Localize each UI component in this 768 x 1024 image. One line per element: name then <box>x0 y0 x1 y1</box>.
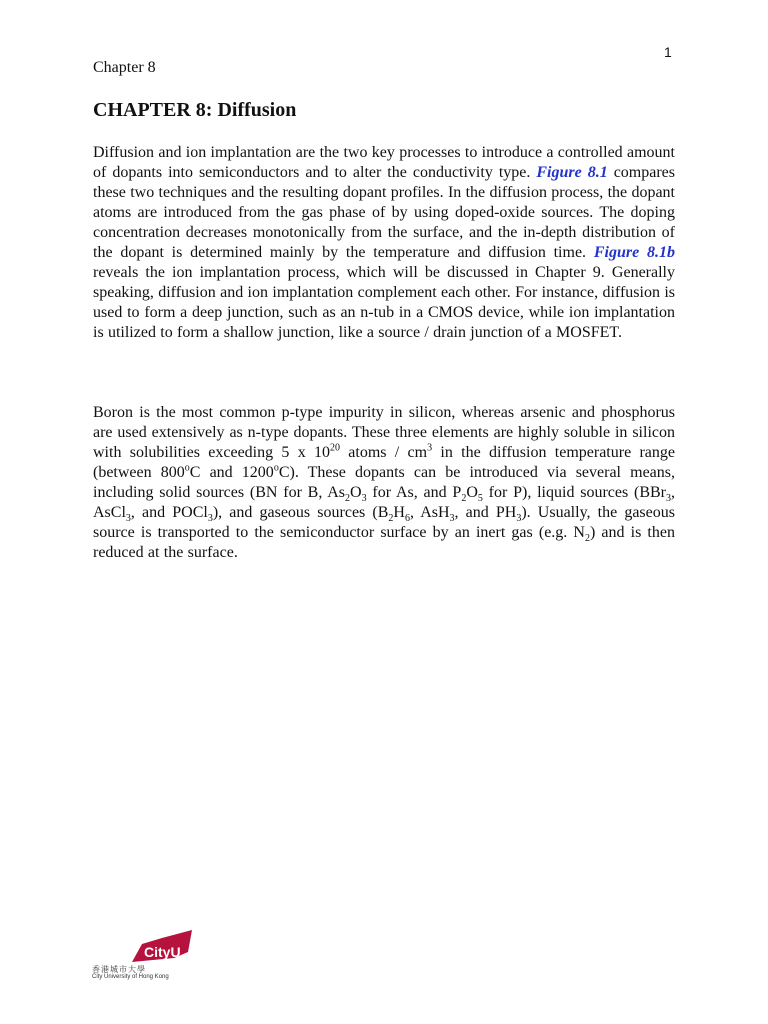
p2-subscript: 3 <box>361 493 367 505</box>
p2-subscript: 3 <box>207 513 213 525</box>
p2-superscript: 3 <box>427 442 433 454</box>
p2-subscript: 5 <box>477 493 483 505</box>
p2-text: for As, and P <box>366 484 462 501</box>
p2-subscript: 2 <box>584 533 590 545</box>
p2-text: , and PH <box>454 504 517 521</box>
paragraph-1-text-a: Diffusion and ion implantation are the two key processes to introduce a controlled amount of dopants into semiconductors and to alter the conductivity type. <box>93 144 675 181</box>
cityu-logo <box>92 928 202 982</box>
p2-text: C). These dopants can be introduced via several means, including solid sources (BN for B, As <box>93 464 676 501</box>
p2-text: Boron is the most common p-type impurity in silicon, whereas arsenic and phosphorus are used extensively as n-type dopants. These three elements are highly soluble in silicon with solubilities exceeding 5 x 10 <box>93 404 675 461</box>
p2-subscript: 2 <box>388 513 394 525</box>
p2-text: ), and gaseous sources (B <box>212 504 389 521</box>
p2-text: O <box>466 484 478 501</box>
chapter-title: CHAPTER 8: Diffusion <box>93 99 297 121</box>
p2-text: , and POCl <box>130 504 208 521</box>
p2-text: ). Usually, the gaseous source is transported to the semiconductor surface by an inert gas (e.g. N <box>93 504 675 541</box>
p2-subscript: 6 <box>404 513 410 525</box>
p2-superscript: o <box>184 462 190 474</box>
figure-8-1b-link[interactable]: Figure 8.1b <box>593 244 675 261</box>
p2-text: atoms / cm <box>340 444 428 461</box>
p2-subscript: 2 <box>345 493 351 505</box>
p2-text: H <box>393 504 405 521</box>
p2-text: C and 1200 <box>189 464 274 481</box>
page-number: 1 <box>664 44 672 60</box>
p2-text: in the diffusion temperature range (between 800 <box>93 444 675 481</box>
cityu-logo-mark <box>92 928 202 964</box>
figure-8-1-link[interactable]: Figure 8.1 <box>536 164 608 181</box>
p2-text: , AsCl <box>93 484 676 521</box>
p2-superscript: o <box>273 462 279 474</box>
running-header: Chapter 8 <box>93 59 156 76</box>
paragraph-1-text-b: compares these two techniques and the resulting dopant profiles. In the diffusion process, the dopant atoms are introduced from the gas phase of by using doped-oxide sources. The doping concentration decreases monotonically from the surface, and the in-depth distribution of the dopant is determined mainly by the temperature and diffusion time. <box>93 164 675 261</box>
p2-subscript: 3 <box>449 513 455 525</box>
p2-text: ) and is then reduced at the surface. <box>93 524 675 561</box>
cityu-logo-chinese-name: 香港城市大學 <box>92 965 146 974</box>
p2-subscript: 3 <box>516 513 522 525</box>
p2-subscript: 3 <box>125 513 131 525</box>
paragraph-2 <box>93 403 675 563</box>
p2-text: for P), liquid sources (BBr <box>482 484 667 501</box>
p2-subscript: 2 <box>461 493 467 505</box>
p2-superscript: 20 <box>330 442 340 454</box>
p2-text: , AsH <box>409 504 450 521</box>
p2-text: O <box>350 484 362 501</box>
paragraph-1-text-c: reveals the ion implantation process, which will be discussed in Chapter 9. Generally speaking, diffusion and ion implantation complement each other. For instance, diffusion is used to form a deep junction, such as an n-tub in a CMOS device, while ion implantation is utilized to form a shallow junction, like a source / drain junction of a MOSFET. <box>93 264 675 341</box>
paragraph-1 <box>93 143 675 343</box>
p2-subscript: 3 <box>666 493 672 505</box>
cityu-logo-wordmark: CityU <box>144 944 181 960</box>
cityu-logo-english-name: City University of Hong Kong <box>92 974 169 980</box>
